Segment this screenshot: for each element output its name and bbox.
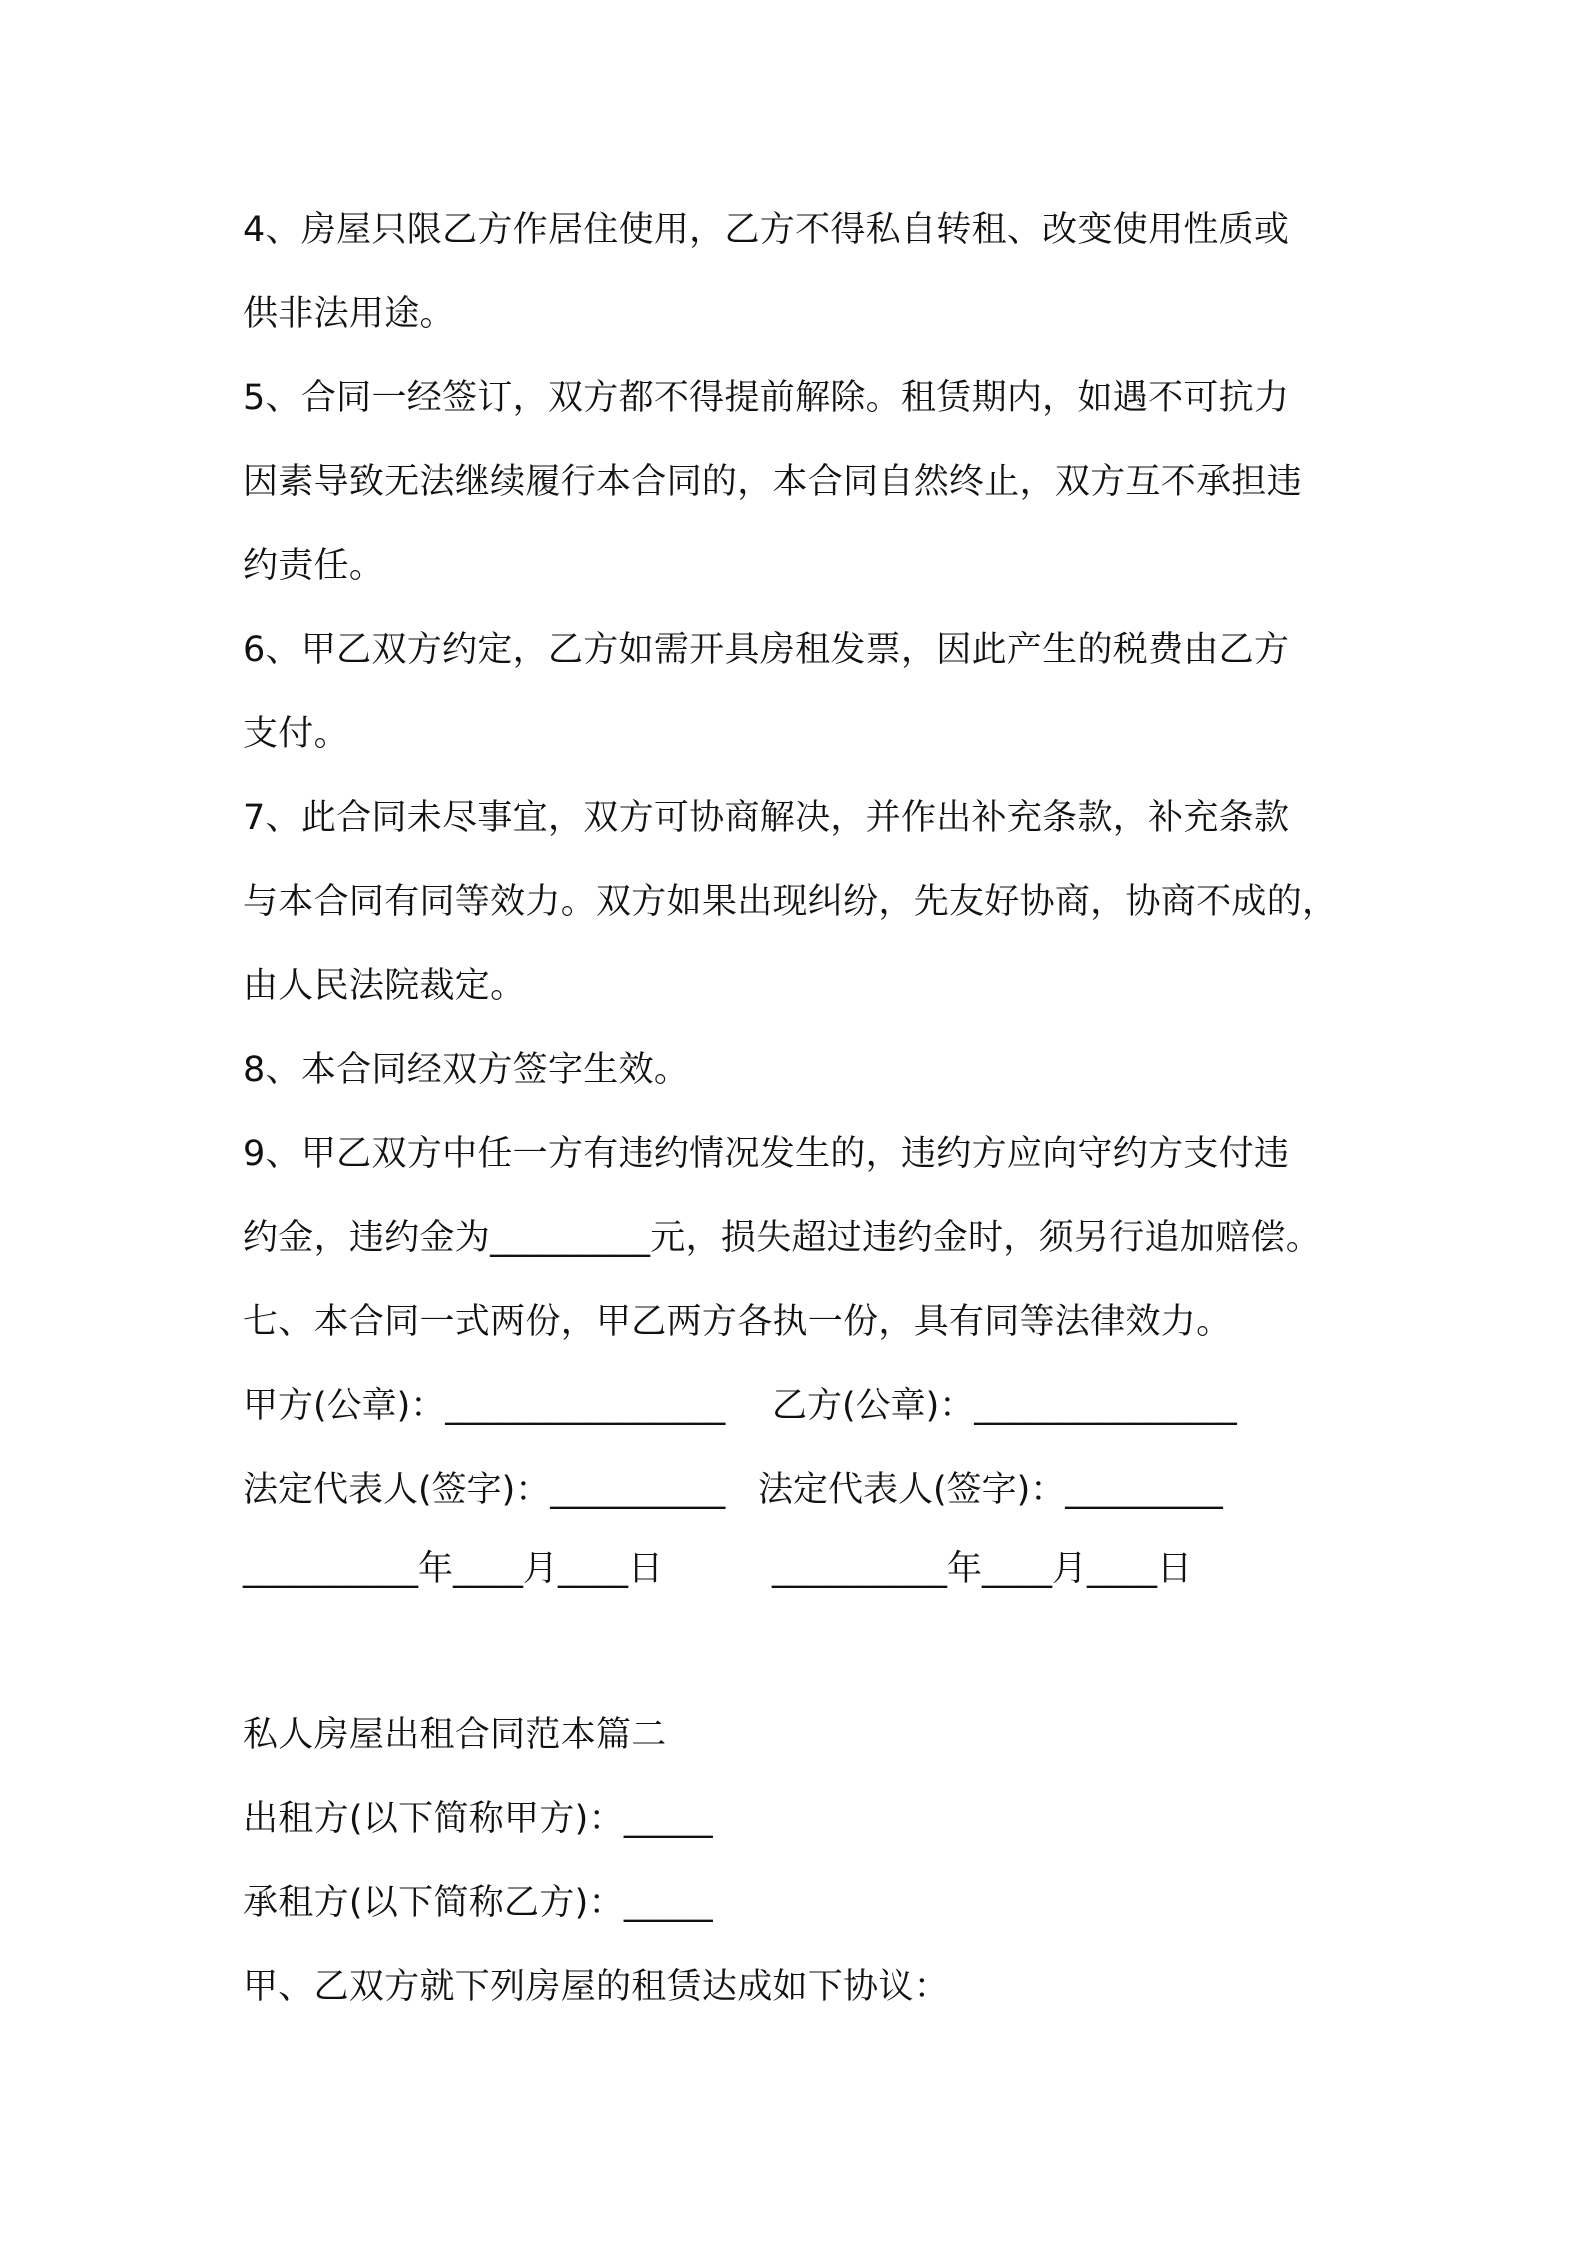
section-2-title: 私人房屋出租合同范本篇二 xyxy=(243,1715,667,1755)
clause-7-line-1: 7、此合同未尽事宜，双方可协商解决，并作出补充条款，补充条款 xyxy=(243,798,1290,838)
clause-5-line-3: 约责任。 xyxy=(243,546,385,586)
party-b-date-field: __________年____月____日 xyxy=(772,1549,1193,1589)
clause-4-line-1: 4、房屋只限乙方作居住使用，乙方不得私自转租、改变使用性质或 xyxy=(243,210,1290,250)
agreement-intro: 甲、乙双方就下列房屋的租赁达成如下协议： xyxy=(243,1967,950,2007)
clause-6-line-2: 支付。 xyxy=(243,714,349,754)
party-b-representative-field: 法定代表人(签字)：_________ xyxy=(758,1470,1223,1510)
clause-4-line-2: 供非法用途。 xyxy=(243,294,455,334)
clause-7-line-2: 与本合同有同等效力。双方如果出现纠纷，先友好协商，协商不成的， xyxy=(243,882,1338,922)
party-a-seal-field: 甲方(公章)：________________ xyxy=(243,1386,726,1426)
clause-seven: 七、本合同一式两份，甲乙两方各执一份，具有同等法律效力。 xyxy=(243,1302,1232,1342)
lessee-line: 承租方(以下简称乙方)：_____ xyxy=(243,1883,713,1923)
clause-9-line-1: 9、甲乙双方中任一方有违约情况发生的，违约方应向守约方支付违 xyxy=(243,1134,1290,1174)
clause-8-line-1: 8、本合同经双方签字生效。 xyxy=(243,1050,690,1090)
clause-6-line-1: 6、甲乙双方约定，乙方如需开具房租发票，因此产生的税费由乙方 xyxy=(243,630,1290,670)
clause-7-line-3: 由人民法院裁定。 xyxy=(243,966,526,1006)
lessor-line: 出租方(以下简称甲方)：_____ xyxy=(243,1799,713,1839)
clause-9-line-2: 约金，违约金为_________元，损失超过违约金时，须另行追加赔偿。 xyxy=(243,1218,1322,1258)
clause-5-line-2: 因素导致无法继续履行本合同的，本合同自然终止，双方互不承担违 xyxy=(243,462,1303,502)
party-a-representative-field: 法定代表人(签字)：__________ xyxy=(243,1470,726,1510)
party-b-seal-field: 乙方(公章)：_______________ xyxy=(772,1386,1237,1426)
clause-5-line-1: 5、合同一经签订，双方都不得提前解除。租赁期内，如遇不可抗力 xyxy=(243,378,1290,418)
party-a-date-field: __________年____月____日 xyxy=(243,1549,664,1589)
